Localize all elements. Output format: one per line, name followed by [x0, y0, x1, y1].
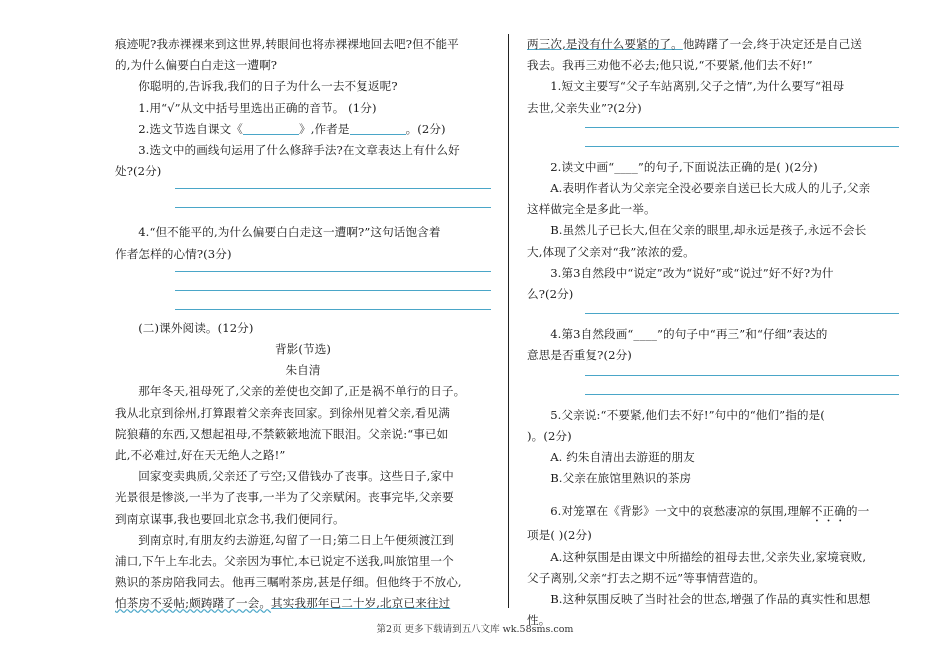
- intro-text: 痕迹呢?我赤裸裸来到这世界,转眼间也将赤裸裸地回去吧?但不能平: [115, 37, 459, 51]
- question-3: 么?(2分): [527, 287, 574, 302]
- option-b[interactable]: B.这种氛围反映了当时社会的世态,增强了作品的真实性和思想: [550, 592, 871, 607]
- question-5: 5.父亲说:“不要紧,他们去不好!”句中的“他们”指的是(: [550, 407, 825, 422]
- column-divider: [508, 34, 509, 608]
- answer-line[interactable]: [585, 146, 899, 147]
- underlined-sentence: 两三次,是没有什么要紧的了。: [527, 37, 683, 51]
- wavy-underlined-sentence: 怕茶房不妥帖;颇踌躇了一会。: [115, 596, 272, 611]
- option-a[interactable]: A.这种氛围是由课文中所描绘的祖母去世,父亲失业,家境衰败,: [550, 549, 867, 564]
- answer-line[interactable]: [585, 313, 899, 314]
- passage-text: 浦口,下午上车北去。父亲因为事忙,本已说定不送我,叫旅馆里一个: [115, 554, 454, 569]
- passage-text: 我去。我再三劝他不必去;他只说,“不要紧,他们去不好!”: [527, 58, 813, 73]
- question-2: 2.选文节选自课文《 》,作者是 。(2分): [138, 121, 446, 136]
- passage-text: 院狼藉的东西,又想起祖母,不禁簌簌地流下眼泪。父亲说:“事已如: [115, 426, 449, 441]
- passage-text: 我从北京到徐州,打算跟着父亲奔丧回家。到徐州见着父亲,看见满: [115, 405, 450, 420]
- lesson-blank[interactable]: [243, 122, 299, 135]
- option-b[interactable]: B.父亲在旅馆里熟识的茶房: [550, 471, 692, 486]
- option-a: 父子离别,父亲“打去之期不远”等事情营造的。: [527, 570, 766, 585]
- passage-text: 此,不必难过,好在天无绝人之路!”: [115, 448, 286, 463]
- option-b: 大,体现了父亲对“我”浓浓的爱。: [527, 244, 695, 259]
- question-3: 处?(2分): [115, 164, 162, 179]
- option-b[interactable]: B.虽然儿子已长大,但在父亲的眼里,却永远是孩子,永远不会长: [550, 223, 867, 238]
- section-heading: (二)课外阅读。(12分): [138, 320, 254, 335]
- question-1: 去世,父亲失业”?(2分): [527, 100, 642, 115]
- question-1: 1.用“√”从文中括号里选出正确的音节。 (1分): [138, 100, 377, 115]
- author-blank[interactable]: [350, 122, 406, 135]
- question-4: 作者怎样的心情?(3分): [115, 246, 232, 261]
- emphasized-words: 不正确: [810, 504, 846, 519]
- passage-text: 熟识的茶房陪我同去。他再三嘱咐茶房,甚是仔细。但他终于不放心,: [115, 575, 462, 590]
- intro-text: 你聪明的,告诉我,我们的日子为什么一去不复返呢?: [138, 79, 398, 94]
- answer-line[interactable]: [175, 309, 491, 310]
- passage-title: 背影(节选): [274, 342, 332, 357]
- question-5: )。(2分): [527, 428, 572, 443]
- question-3: 3.第3自然段中“说定”改为“说好”或“说过”好不好?为什: [550, 265, 834, 280]
- question-4: 4.“但不能平的,为什么偏要白白走这一遭啊?”这句话饱含着: [138, 225, 441, 240]
- question-2: 2.读文中画“____”的句子,下面说法正确的是( )(2分): [550, 159, 818, 174]
- passage-text: 两三次,是没有什么要紧的了。他踌躇了一会,终于决定还是自己送: [527, 37, 863, 51]
- passage-text: 到南京谋事,我也要回北京念书,我们便同行。: [115, 511, 345, 526]
- question-1: 1.短文主要写“父子车站离别,父子之情”,为什么要写“祖母: [550, 79, 845, 94]
- answer-line[interactable]: [175, 271, 491, 272]
- option-b: 性。: [527, 613, 551, 628]
- passage-text: 光景很是惨淡,一半为了丧事,一半为了父亲赋闲。丧事完毕,父亲要: [115, 490, 454, 505]
- question-4: 4.第3自然段画“____”的句子中“再三”和“仔细”表达的: [550, 327, 828, 342]
- question-6: 项是( )(2分): [527, 528, 592, 543]
- underlined-sentence: 其实我那年已二十岁,北京已来往过: [271, 596, 451, 611]
- passage-text: 那年冬天,祖母死了,父亲的差使也交卸了,正是祸不单行的日子。: [138, 384, 466, 399]
- question-3: 3.选文中的画线句运用了什么修辞手法?在文章表达上有什么好: [138, 143, 460, 158]
- question-4: 意思是否重复?(2分): [527, 348, 632, 363]
- answer-line[interactable]: [585, 127, 899, 128]
- answer-line[interactable]: [585, 375, 899, 376]
- passage-text: [115, 593, 491, 614]
- right-column: [527, 34, 899, 631]
- page-footer: 第2页 更多下载请到五八文库 wk.58sms.com: [376, 624, 574, 635]
- question-6: 6.对笼罩在《背影》一文中的哀愁凄凉的氛围,理解不正确的一: [550, 504, 870, 519]
- answer-line[interactable]: [175, 290, 491, 291]
- passage-author: 朱自清: [285, 363, 321, 378]
- answer-line[interactable]: [175, 188, 491, 189]
- passage-text: 回家变卖典质,父亲还了亏空;又借钱办了丧事。这些日子,家中: [138, 469, 454, 484]
- passage-text: 到南京时,有朋友约去游逛,勾留了一日;第二日上午便须渡江到: [138, 532, 454, 547]
- option-a[interactable]: A. 约朱自清出去游逛的朋友: [550, 450, 695, 465]
- intro-text: 的,为什么偏要白白走这一遭啊?: [115, 58, 278, 73]
- left-column: [115, 34, 491, 615]
- option-a[interactable]: A.表明作者认为父亲完全没必要亲自送已长大成人的儿子,父亲: [550, 181, 871, 196]
- answer-line[interactable]: [585, 394, 899, 395]
- option-a: 这样做完全是多此一举。: [527, 202, 656, 217]
- answer-line[interactable]: [175, 207, 491, 208]
